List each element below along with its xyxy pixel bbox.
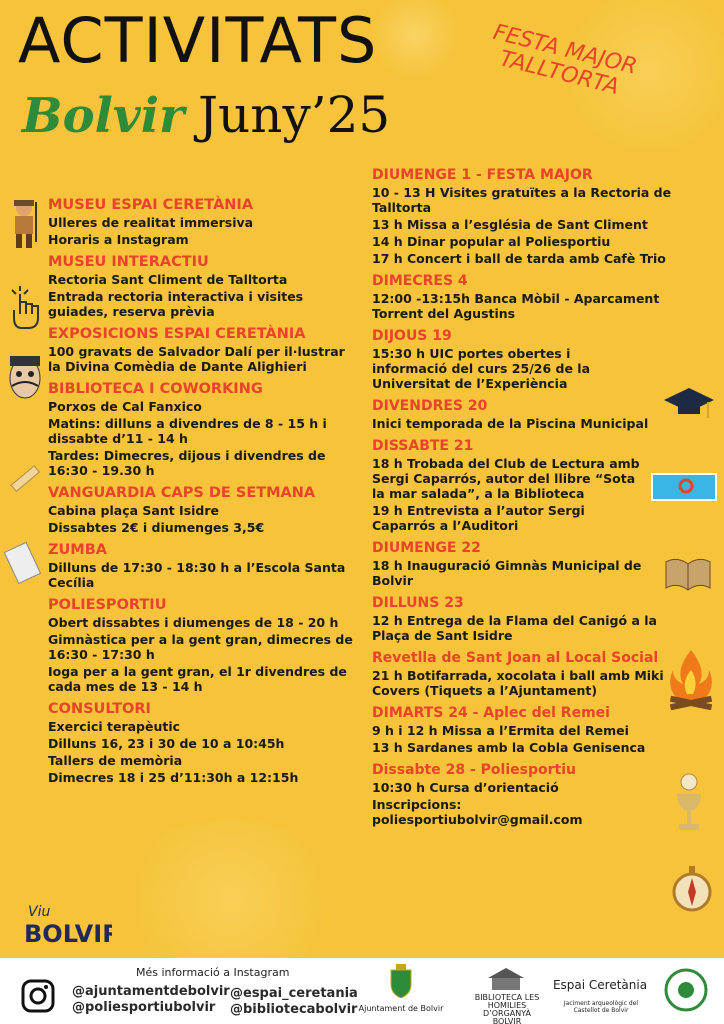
instagram-icon[interactable] [20, 978, 56, 1018]
section-exposicions [48, 325, 358, 374]
section-line: Ioga per a la gent gran, el 1r divendres de cada mes de 13 - 14 h [48, 664, 347, 694]
section-line: Entrada rectoria interactiva i visites guiades, reserva prèvia [48, 289, 304, 319]
compass-icon [670, 858, 714, 922]
section-vanguardia [48, 484, 358, 535]
section-line: Ulleres de realitat immersiva [48, 215, 254, 230]
poliesportiu-logo [664, 968, 708, 1016]
event-title: DIJOUS 19 [372, 328, 452, 344]
section-line: Obert dissabtes i diumenges de 18 - 20 h [48, 615, 339, 630]
event-dimecres-4 [372, 272, 672, 321]
biblioteca-logo [486, 966, 526, 996]
event-dijous-19 [372, 327, 642, 391]
event-dilluns-23 [372, 594, 672, 643]
section-poliesportiu [48, 596, 358, 694]
section-museu-interactiu [48, 253, 358, 319]
right-column [372, 166, 672, 833]
event-revetlla [372, 649, 672, 698]
event-line: 9 h i 12 h Missa a l’Ermita del Remei [372, 723, 629, 738]
event-title: DIUMENGE 22 [372, 540, 481, 556]
town-name: Bolvir [22, 88, 185, 144]
event-title: DIMARTS 24 - Aplec del Remei [372, 705, 610, 721]
section-line: Dimecres 18 i 25 d’11:30h a 12:15h [48, 770, 299, 785]
explorer-icon [6, 198, 44, 254]
event-line: 19 h Entrevista a l’autor Sergi Caparrós a l’Auditori [372, 503, 585, 533]
event-line: 17 h Concert i ball de tarda amb Cafè Trio [372, 251, 666, 266]
event-title: DISSABTE 21 [372, 438, 474, 454]
touch-hand-icon [6, 284, 44, 334]
event-title: Dissabte 28 - Poliesportiu [372, 762, 576, 778]
instagram-link-biblioteca[interactable]: @bibliotecabolvir [230, 1002, 358, 1017]
poster-title: ACTIVITATS [18, 4, 378, 77]
section-title: MUSEU ESPAI CERETÀNIA [48, 197, 254, 213]
section-title: CONSULTORI [48, 701, 151, 717]
event-line: 12 h Entrega de la Flama del Canigó a la Plaça de Sant Isidre [372, 613, 657, 643]
event-divendres-20 [372, 397, 672, 431]
event-title: DIUMENGE 1 - FESTA MAJOR [372, 167, 593, 183]
poliesportiu-label [0, 958, 1, 959]
bonfire-icon [664, 646, 718, 714]
event-line: Inici temporada de la Piscina Municipal [372, 416, 649, 431]
section-title: BIBLIOTECA I COWORKING [48, 381, 263, 397]
biblioteca-label: BIBLIOTECA LES HOMILIES D’ORGANYÀ BOLVIR [474, 993, 540, 1024]
section-zumba [48, 541, 358, 590]
section-museu-espai [48, 196, 358, 247]
event-title: DIMECRES 4 [372, 273, 468, 289]
event-line: 13 h Sardanes amb la Cobla Genisenca [372, 740, 646, 755]
section-line: Porxos de Cal Fanxico [48, 399, 202, 414]
section-title: ZUMBA [48, 542, 107, 558]
espai-ceretania-caption: Jaciment arqueològic del Castellot de Bolvir [563, 1000, 639, 1014]
left-column [48, 196, 358, 791]
event-diumenge-1 [372, 166, 672, 266]
section-line: 100 gravats de Salvador Dalí per il·lustrar la Divina Comèdia de Dante Alighieri [48, 344, 345, 374]
dali-portrait-icon [4, 352, 46, 408]
section-line: Tardes: Dimecres, dijous i divendres de 16:30 - 19.30 h [48, 448, 326, 478]
section-title: MUSEU INTERACTIU [48, 254, 209, 270]
section-consultori [48, 700, 358, 785]
firework-decoration [110, 820, 350, 980]
section-line: Tallers de memòria [48, 753, 183, 768]
event-line: 15:30 h UIC portes obertes i informació del curs 25/26 de la Universitat de l’Experiència [372, 346, 590, 391]
instagram-link-espai[interactable]: @espai_ceretania [230, 986, 358, 1001]
section-line: Rectoria Sant Climent de Talltorta [48, 272, 288, 287]
pencil-icon [6, 456, 46, 504]
ajuntament-label: Ajuntament de Bolvir [358, 1004, 444, 1013]
event-line: 13 h Missa a l’església de Sant Climent [372, 217, 648, 232]
svg-text:Viu: Viu [28, 904, 51, 920]
event-dissabte-28 [372, 761, 672, 827]
viu-bolvir-logo [22, 896, 112, 954]
section-line: Dilluns de 17:30 - 18:30 h a l’Escola Santa Cecília [48, 560, 346, 590]
footer-info-text: Més informació a Instagram [136, 966, 290, 979]
event-diumenge-22 [372, 539, 672, 588]
footer-bar [0, 958, 724, 1024]
section-line: Horaris a Instagram [48, 232, 189, 247]
ajuntament-crest-logo [388, 964, 414, 1002]
event-line: Inscripcions: poliesportiubolvir@gmail.com [372, 797, 583, 827]
open-book-icon [662, 552, 714, 598]
section-line: Dissabtes 2€ i diumenges 3,5€ [48, 520, 265, 535]
section-title: POLIESPORTIU [48, 597, 167, 613]
section-line: Matins: dilluns a divendres de 8 - 15 h i dissabte d’11 - 14 h [48, 416, 327, 446]
graduation-cap-icon [662, 384, 716, 428]
chalice-icon [672, 772, 706, 840]
event-line: 10 - 13 H Visites gratuïtes a la Rectoria de Talltorta [372, 185, 672, 215]
section-line: Cabina plaça Sant Isidre [48, 503, 220, 518]
event-line: 18 h Trobada del Club de Lectura amb Sergi Caparrós, autor del llibre “Sota la mar salada”, a la Biblioteca [372, 456, 640, 501]
event-title: DIVENDRES 20 [372, 398, 488, 414]
festa-major-stamp: FESTA MAJOR TALLTORTA [490, 19, 640, 101]
event-dimarts-24 [372, 704, 672, 755]
event-dissabte-21 [372, 437, 652, 533]
section-title: EXPOSICIONS ESPAI CERETÀNIA [48, 326, 306, 342]
section-line: Gimnàstica per a la gent gran, dimecres de 16:30 - 17:30 h [48, 632, 353, 662]
event-title: Revetlla de Sant Joan al Local Social [372, 650, 659, 666]
firework-decoration [370, 0, 460, 80]
espai-ceretania-logo-text: Espai Ceretània [552, 978, 648, 992]
section-line: Exercici terapèutic [48, 719, 181, 734]
event-line: 14 h Dinar popular al Poliesportiu [372, 234, 611, 249]
event-line: 12:00 -13:15h Banca Mòbil - Aparcament Torrent del Agustins [372, 291, 660, 321]
instagram-link-ajuntament[interactable]: @ajuntamentdebolvir [72, 984, 230, 999]
section-title: VANGUARDIA CAPS DE SETMANA [48, 485, 316, 501]
newspaper-icon [2, 540, 44, 590]
svg-text:BOLVIR: BOLVIR [24, 920, 112, 948]
instagram-link-poliesportiu[interactable]: @poliesportiubolvir [72, 1000, 216, 1015]
section-line: Dilluns 16, 23 i 30 de 10 a 10:45h [48, 736, 285, 751]
event-line: 10:30 h Cursa d’orientació [372, 780, 559, 795]
swimming-pool-icon [650, 462, 720, 506]
event-title: DILLUNS 23 [372, 595, 464, 611]
month-year: Juny’25 [198, 86, 391, 144]
event-line: 18 h Inauguració Gimnàs Municipal de Bolvir [372, 558, 642, 588]
event-line: 21 h Botifarrada, xocolata i ball amb Miki Covers (Tiquets a l’Ajuntament) [372, 668, 664, 698]
section-biblioteca [48, 380, 358, 478]
